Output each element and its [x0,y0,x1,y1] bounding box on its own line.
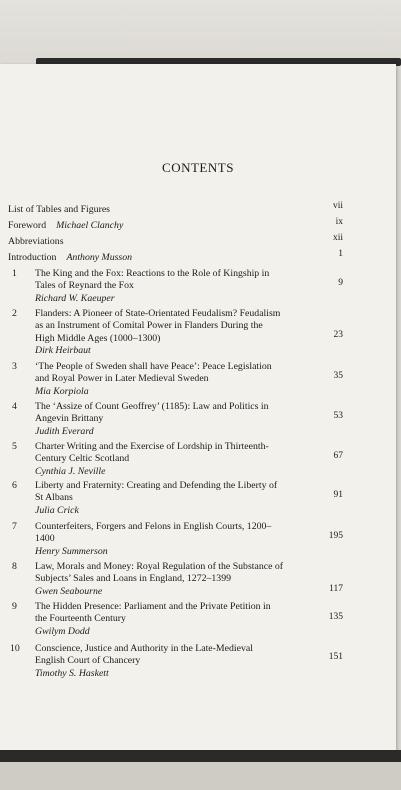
chapter-title: The King and the Fox: Reactions to the Role of Kingship in Tales of Reynard the Fox Richard W. Kaeuper [35,268,320,305]
chapter-author: Gwen Seabourne [35,585,103,597]
chapter-title: Charter Writing and the Exercise of Lordship in Thirteenth- Century Celtic Scotland Cynthia J. Neville [35,441,320,478]
chapter-page: 23 [333,330,343,340]
entry-page: 1 [338,249,343,259]
chapter-author: Julia Crick [35,504,79,516]
chapter-title: ‘The People of Sweden shall have Peace’: Peace Legislation and Royal Power in Later Medieval Sweden Mia Korpiola [35,361,320,398]
chapter-author: Mia Korpiola [35,385,89,397]
entry-page: xii [332,233,343,243]
chapter-page: 53 [333,411,343,421]
chapter-title: Counterfeiters, Forgers and Felons in English Courts, 1200– 1400 Henry Summerson [35,521,320,558]
chapter-author: Gwilym Dodd [35,625,90,637]
chapter-page: 135 [328,612,343,622]
chapter-page: 91 [333,490,343,500]
chapter-page: 35 [333,371,343,381]
entry-label: Introduction Anthony Musson [8,252,133,263]
chapter-number: 4 [12,401,17,412]
chapter-page: 67 [333,451,343,461]
chapter-title: Conscience, Justice and Authority in the Late-Medieval English Court of Chancery Timothy S. Haskett [35,643,320,680]
entry-page: vii [332,201,343,211]
chapter-number: 9 [12,601,17,612]
chapter-title: Flanders: A Pioneer of State-Orientated Feudalism? Feudalism as an Instrument of Comital Power in Flanders During the High Middle Ages (1000–1300) Dirk Heirbaut [35,308,320,358]
chapter-page: 151 [328,652,343,662]
chapter-number: 8 [12,561,17,572]
chapter-number: 6 [12,480,17,491]
chapter-title: Liberty and Fraternity: Creating and Defending the Liberty of St Albans Julia Crick [35,480,320,517]
chapter-author: Henry Summerson [35,545,108,557]
chapter-title: The ‘Assize of Count Geoffrey’ (1185): Law and Politics in Angevin Brittany Judith Everard [35,401,320,438]
entry-author: Michael Clanchy [56,220,124,231]
chapter-page: 195 [328,531,343,541]
chapter-number: 2 [12,308,17,319]
chapter-author: Cynthia J. Neville [35,465,106,477]
table-surface [0,762,401,790]
entry-author: Anthony Musson [66,252,133,263]
entry-label: Foreword Michael Clanchy [8,220,124,231]
chapter-author: Dirk Heirbaut [35,345,91,357]
chapter-number: 1 [12,268,17,279]
contents-title: CONTENTS [162,160,234,175]
entry-label: Abbreviations [8,236,64,247]
chapter-author: Judith Everard [35,425,94,437]
chapter-title: Law, Morals and Money: Royal Regulation of the Substance of Subjects’ Sales and Loans in England, 1272–1399 Gwen Seabourne [35,561,320,598]
chapter-title: The Hidden Presence: Parliament and the Private Petition in the Fourteenth Century Gwilym Dodd [35,601,320,638]
chapter-page: 9 [338,278,343,288]
entry-label: List of Tables and Figures [8,204,110,215]
entry-page: ix [335,217,343,227]
chapter-number: 3 [12,361,17,372]
chapter-number: 10 [10,643,20,654]
chapter-number: 7 [12,521,17,532]
chapter-author: Richard W. Kaeuper [35,292,115,304]
chapter-page: 117 [329,584,343,594]
book-bottom-edge [0,750,401,762]
chapter-number: 5 [12,441,17,452]
chapter-author: Timothy S. Haskett [35,667,109,679]
